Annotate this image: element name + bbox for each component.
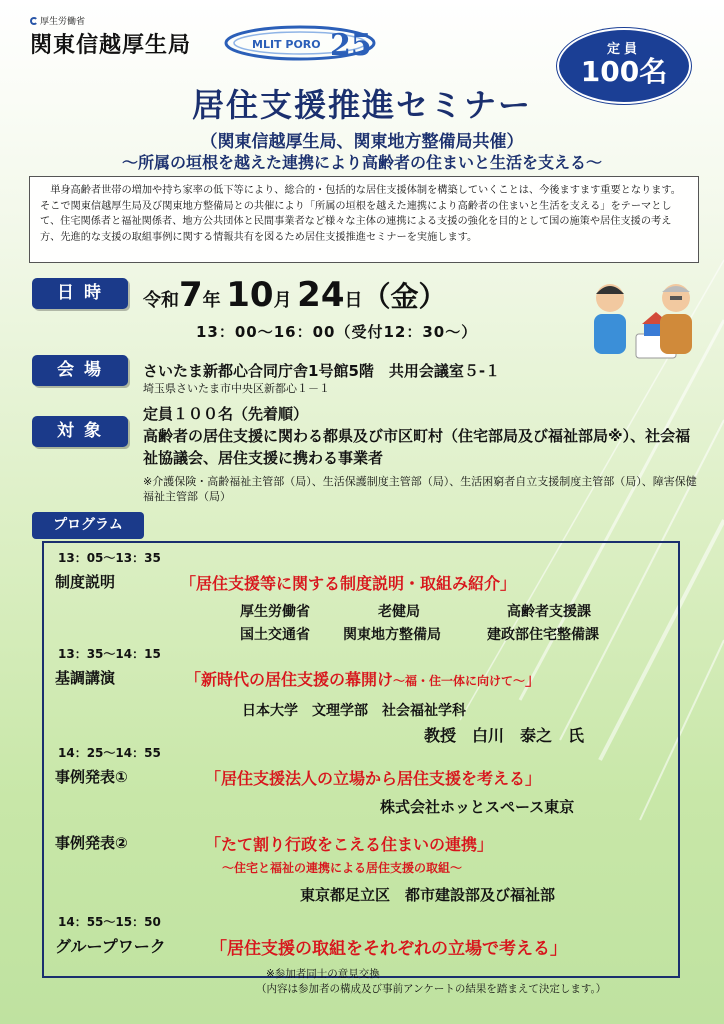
- program-item-1-speaker-1-org: 厚生労働省: [240, 604, 310, 620]
- program-item-3-title: 「居住支援法人の立場から居住支援を考える」: [205, 769, 542, 788]
- program-item-4-subtitle: ～住宅と福祉の連携による居住支援の取組～: [222, 861, 463, 875]
- target-description: 高齢者の居住支援に関わる都県及び市区町村（住宅部局及び福祉部局※）、社会福祉協議会、居住支援に携わる事業者: [143, 427, 691, 467]
- program-item-2-title: [185, 667, 541, 690]
- program-item-1-category: 制度説明: [55, 573, 116, 591]
- program-footnote-1: ※参加者同士の意見交換: [266, 968, 380, 980]
- program-item-1-speaker-1-division: 高齢者支援課: [507, 604, 591, 620]
- program-item-4-title: 「たて割り行政をこえる住まいの連携」: [205, 835, 494, 854]
- date-month: 10: [226, 275, 274, 315]
- program-item-2-title-end: 」: [525, 670, 542, 689]
- event-time: 13：00～16：00（受付12：30～）: [196, 323, 478, 341]
- program-item-2-speaker-affiliation: 日本大学 文理学部 社会福祉学科: [242, 703, 466, 719]
- venue-name: さいたま新都心合同庁舎1号館5階 共用会議室５-１: [143, 362, 501, 380]
- program-item-3-speaker: 株式会社ホッとスペース東京: [380, 798, 575, 816]
- mlit-25th-logo: [222, 22, 398, 64]
- program-label: プログラム: [32, 512, 144, 539]
- date-year-unit: 年: [202, 290, 221, 311]
- event-date: [143, 275, 447, 315]
- program-item-5-time: 14：55～15：50: [58, 915, 161, 929]
- tagline: ～所属の垣根を越えた連携により高齢者の住まいと生活を支える～: [121, 153, 602, 172]
- program-item-2-title-sub: ～福・住一体に向けて～: [393, 674, 526, 688]
- program-item-1-speaker-2-org: 国土交通省: [240, 627, 310, 643]
- program-item-1-title: 「居住支援等に関する制度説明・取組み紹介」: [180, 574, 517, 593]
- program-item-1-time: 13：05～13：35: [58, 551, 161, 565]
- cosponsor-line: （関東信越厚生局、関東地方整備局共催）: [200, 132, 524, 152]
- venue-address: 埼玉県さいたま市中央区新都心１－１: [143, 382, 330, 395]
- ministry-small-label: [30, 14, 85, 27]
- organizer-name: 関東信越厚生局: [30, 33, 192, 58]
- program-item-1-speaker-2-division: 建政部住宅整備課: [487, 627, 599, 643]
- logo-number: 25: [330, 28, 372, 63]
- logo-text: MLIT PORO: [252, 38, 321, 51]
- ministry-small-text: 厚生労働省: [40, 17, 86, 27]
- capacity-badge-label: 定員: [606, 42, 641, 57]
- target-note: ※介護保険・高齢福祉主管部（局）、生活保護制度主管部（局）、生活困窮者自立支援制度主管部（局）、障害保健福祉主管部（局）: [143, 475, 697, 503]
- program-item-4-category: 事例発表②: [55, 834, 128, 852]
- program-item-5-category: グループワーク: [55, 937, 166, 956]
- date-month-unit: 月: [273, 290, 292, 311]
- ministry-logo-icon: [30, 17, 38, 25]
- people-illustration: [588, 276, 698, 360]
- program-item-3-time: 14：25～14：55: [58, 746, 161, 760]
- program-item-3-category: 事例発表①: [55, 768, 128, 786]
- date-weekday: （金）: [362, 280, 447, 313]
- intro-text: 単身高齢者世帯の増加や持ち家率の低下等により、総合的・包括的な居住支援体制を構築していくことは、今後ますます重要となります。そこで関東信越厚生局及び関東地方整備局との共催により「所属の垣根を越えた連携により高齢者の住まいと生活を支える」をテーマとして、住宅関係者と福祉関係者、地方公共団体と民間事業者など様々な主体の連携による支援の強化を目的として国の施策や居住支援の考え方、先進的な支援の取組事例に関する情報共有を図るため居住支援推進セミナーを実施します。: [29, 176, 699, 263]
- program-item-2-category: 基調講演: [55, 669, 116, 687]
- program-item-1-speaker-1-bureau: 老健局: [378, 604, 420, 620]
- page-title: 居住支援推進セミナー: [191, 86, 532, 124]
- program-item-2-speaker-name: 教授 白川 泰之 氏: [424, 726, 585, 745]
- program-footnote-2: （内容は参加者の構成及び事前アンケートの結果を踏まえて決定します。）: [256, 983, 607, 995]
- target-capacity: 定員１００名（先着順）: [143, 405, 309, 423]
- program-item-2-time: 13：35～14：15: [58, 647, 161, 661]
- datetime-label: 日時: [32, 278, 128, 309]
- date-year: 7: [179, 275, 203, 315]
- date-day-unit: 日: [344, 290, 363, 311]
- target-label: 対象: [32, 416, 128, 447]
- capacity-badge-value: 100名: [580, 55, 668, 88]
- date-era: 令和: [143, 290, 179, 311]
- venue-label: 会場: [32, 355, 128, 386]
- date-day: 24: [297, 275, 345, 315]
- program-item-4-speaker: 東京都足立区 都市建設部及び福祉部: [300, 886, 556, 904]
- program-item-5-title: 「居住支援の取組をそれぞれの立場で考える」: [210, 939, 567, 959]
- program-item-2-title-main: 「新時代の居住支援の幕開け: [185, 670, 394, 689]
- program-item-1-speaker-2-bureau: 関東地方整備局: [343, 627, 441, 643]
